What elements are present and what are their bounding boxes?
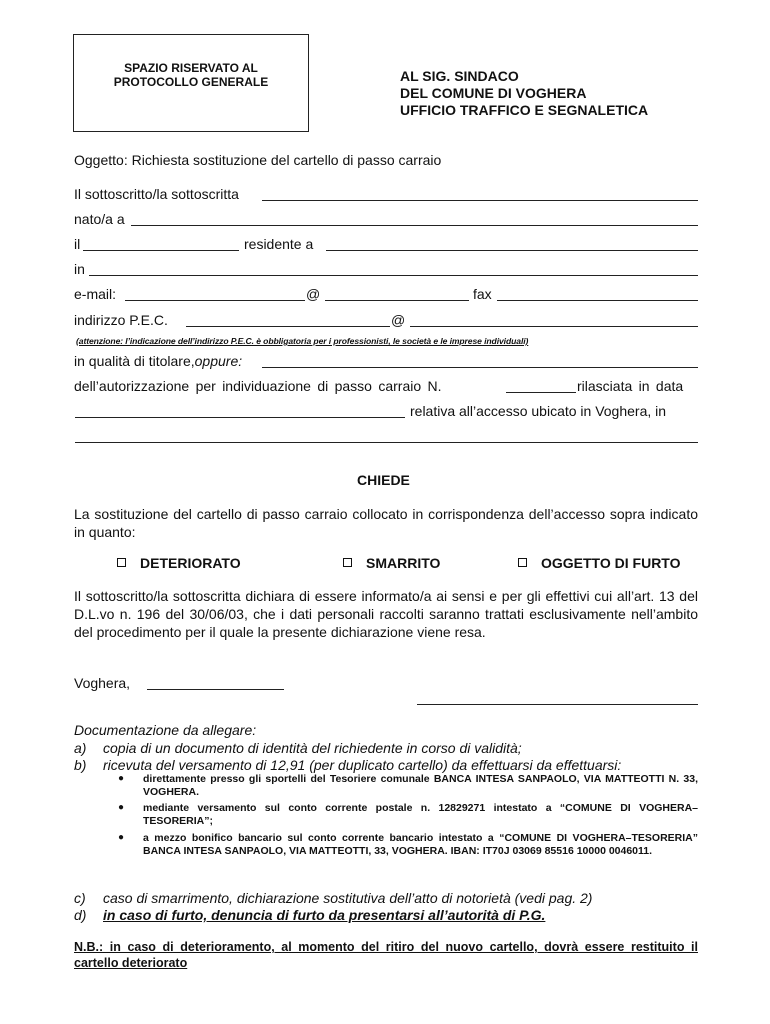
pec-at-sign: @ [391, 312, 406, 328]
label-fax: fax [473, 286, 492, 302]
field-sottoscritto-line[interactable] [262, 200, 698, 201]
docs-a-label: a) [74, 740, 87, 756]
field-numero-line[interactable] [506, 392, 576, 393]
option-furto[interactable] [518, 555, 681, 571]
field-date-place-line[interactable] [147, 689, 284, 690]
field-pec-domain-line[interactable] [410, 326, 698, 327]
option-smarrito[interactable] [343, 555, 440, 571]
chiede-heading: CHIEDE [357, 472, 410, 488]
docs-c-label: c) [74, 890, 86, 906]
option-deteriorato[interactable] [117, 555, 241, 571]
field-data-rilascio-line[interactable] [75, 417, 405, 418]
field-date-line[interactable] [83, 250, 239, 251]
field-in-line[interactable] [89, 275, 698, 276]
label-qualita-oppure: oppure: [194, 353, 243, 369]
label-rilasciata: rilasciata in data [577, 378, 684, 394]
protocol-stamp-label [74, 61, 308, 89]
recipient-line-1: AL SIG. SINDACO [400, 68, 519, 84]
field-email-user-line[interactable] [125, 300, 305, 301]
checkbox-icon[interactable] [343, 558, 352, 567]
label-qualita-titolare: in qualità di titolare, [74, 353, 195, 369]
label-nato: nato/a a [74, 211, 125, 227]
payment-bullet-2: mediante versamento sul conto corrente postale n. 12829271 intestato a “COMUNE DI VOGHERA–TESORERIA”; [143, 802, 698, 827]
signature-line[interactable] [417, 704, 698, 705]
option-smarrito-label: SMARRITO [366, 555, 441, 571]
field-fax-line[interactable] [497, 300, 698, 301]
docs-heading: Documentazione da allegare: [74, 722, 257, 738]
field-qualita-line[interactable] [262, 367, 698, 368]
docs-d: in caso di furto, denuncia di furto da presentarsi all’autorità di P.G. [103, 907, 546, 923]
option-furto-label: OGGETTO DI FURTO [541, 555, 681, 571]
docs-b-label: b) [74, 757, 87, 773]
label-email: e-mail: [74, 286, 117, 302]
label-relativa: relativa all’accesso ubicato in Voghera, in [410, 403, 667, 419]
option-deteriorato-label: DETERIORATO [140, 555, 241, 571]
label-in: in [74, 261, 85, 277]
protocol-stamp-box [73, 34, 309, 132]
checkbox-icon[interactable] [518, 558, 527, 567]
docs-b: ricevuta del versamento di 12,91 (per duplicato cartello) da effettuarsi da effettuarsi: [103, 757, 622, 773]
stamp-line-1: SPAZIO RISERVATO AL [124, 61, 258, 75]
pec-note: (attenzione: l’indicazione dell’indirizzo P.E.C. è obbligatoria per i professionisti, le società e le imprese individuali) [76, 336, 529, 346]
field-residente-line[interactable] [326, 250, 698, 251]
checkbox-icon[interactable] [117, 558, 126, 567]
label-qualita [74, 353, 242, 369]
recipient-line-3: UFFICIO TRAFFICO E SEGNALETICA [400, 102, 649, 118]
nb-note: N.B.: in caso di deterioramento, al momento del ritiro del nuovo cartello, dovrà essere restituito il cartello deteriorato [74, 940, 698, 970]
label-sottoscritto: Il sottoscritto/la sottoscritta [74, 186, 239, 202]
payment-bullet-1: direttamente presso gli sportelli del Tesoriere comunale BANCA INTESA SANPAOLO, VIA MATTEOTTI N. 33, VOGHERA. [143, 773, 698, 798]
label-residente: residente a [244, 236, 314, 252]
field-nato-line[interactable] [131, 225, 698, 226]
bullet-icon: ● [118, 832, 125, 843]
docs-a: copia di un documento di identità del richiedente in corso di validità; [103, 740, 522, 756]
request-text: La sostituzione del cartello di passo carraio collocato in corrispondenza dell’accesso sopra indicato in quanto: [74, 506, 698, 540]
recipient-line-2: DEL COMUNE DI VOGHERA [400, 85, 587, 101]
field-ubicazione-line[interactable] [75, 442, 698, 443]
docs-c: caso di smarrimento, dichiarazione sostitutiva dell’atto di notorietà (vedi pag. 2) [103, 890, 593, 906]
label-voghera: Voghera, [74, 675, 131, 691]
privacy-declaration: Il sottoscritto/la sottoscritta dichiara di essere informato/a ai sensi e per gli effettivi cui all’art. 13 del D.L.vo n. 196 del 30/06/03, che i dati personali raccolti saranno trattati esclusivamente nell’ambito del procedimento per il quale la presente dichiarazione viene resa. [74, 588, 698, 640]
bullet-icon: ● [118, 802, 125, 813]
label-autorizzazione: dell’autorizzazione per individuazione di passo carraio N. [74, 378, 442, 394]
field-email-domain-line[interactable] [325, 300, 469, 301]
subject-line: Oggetto: Richiesta sostituzione del cartello di passo carraio [74, 152, 442, 168]
label-pec: indirizzo P.E.C. [74, 312, 168, 328]
email-at-sign: @ [306, 286, 321, 302]
label-il: il [74, 236, 81, 252]
field-pec-user-line[interactable] [186, 326, 390, 327]
bullet-icon: ● [118, 773, 125, 784]
docs-d-label: d) [74, 907, 87, 923]
stamp-line-2: PROTOCOLLO GENERALE [113, 75, 269, 89]
payment-bullet-3: a mezzo bonifico bancario sul conto corrente bancario intestato a “COMUNE DI VOGHERA–TESORERIA” BANCA INTESA SANPAOLO, VIA MATTEOTTI, 33, VOGHERA. IBAN: IT70J 03069 85516 10000 0046011. [143, 832, 698, 857]
